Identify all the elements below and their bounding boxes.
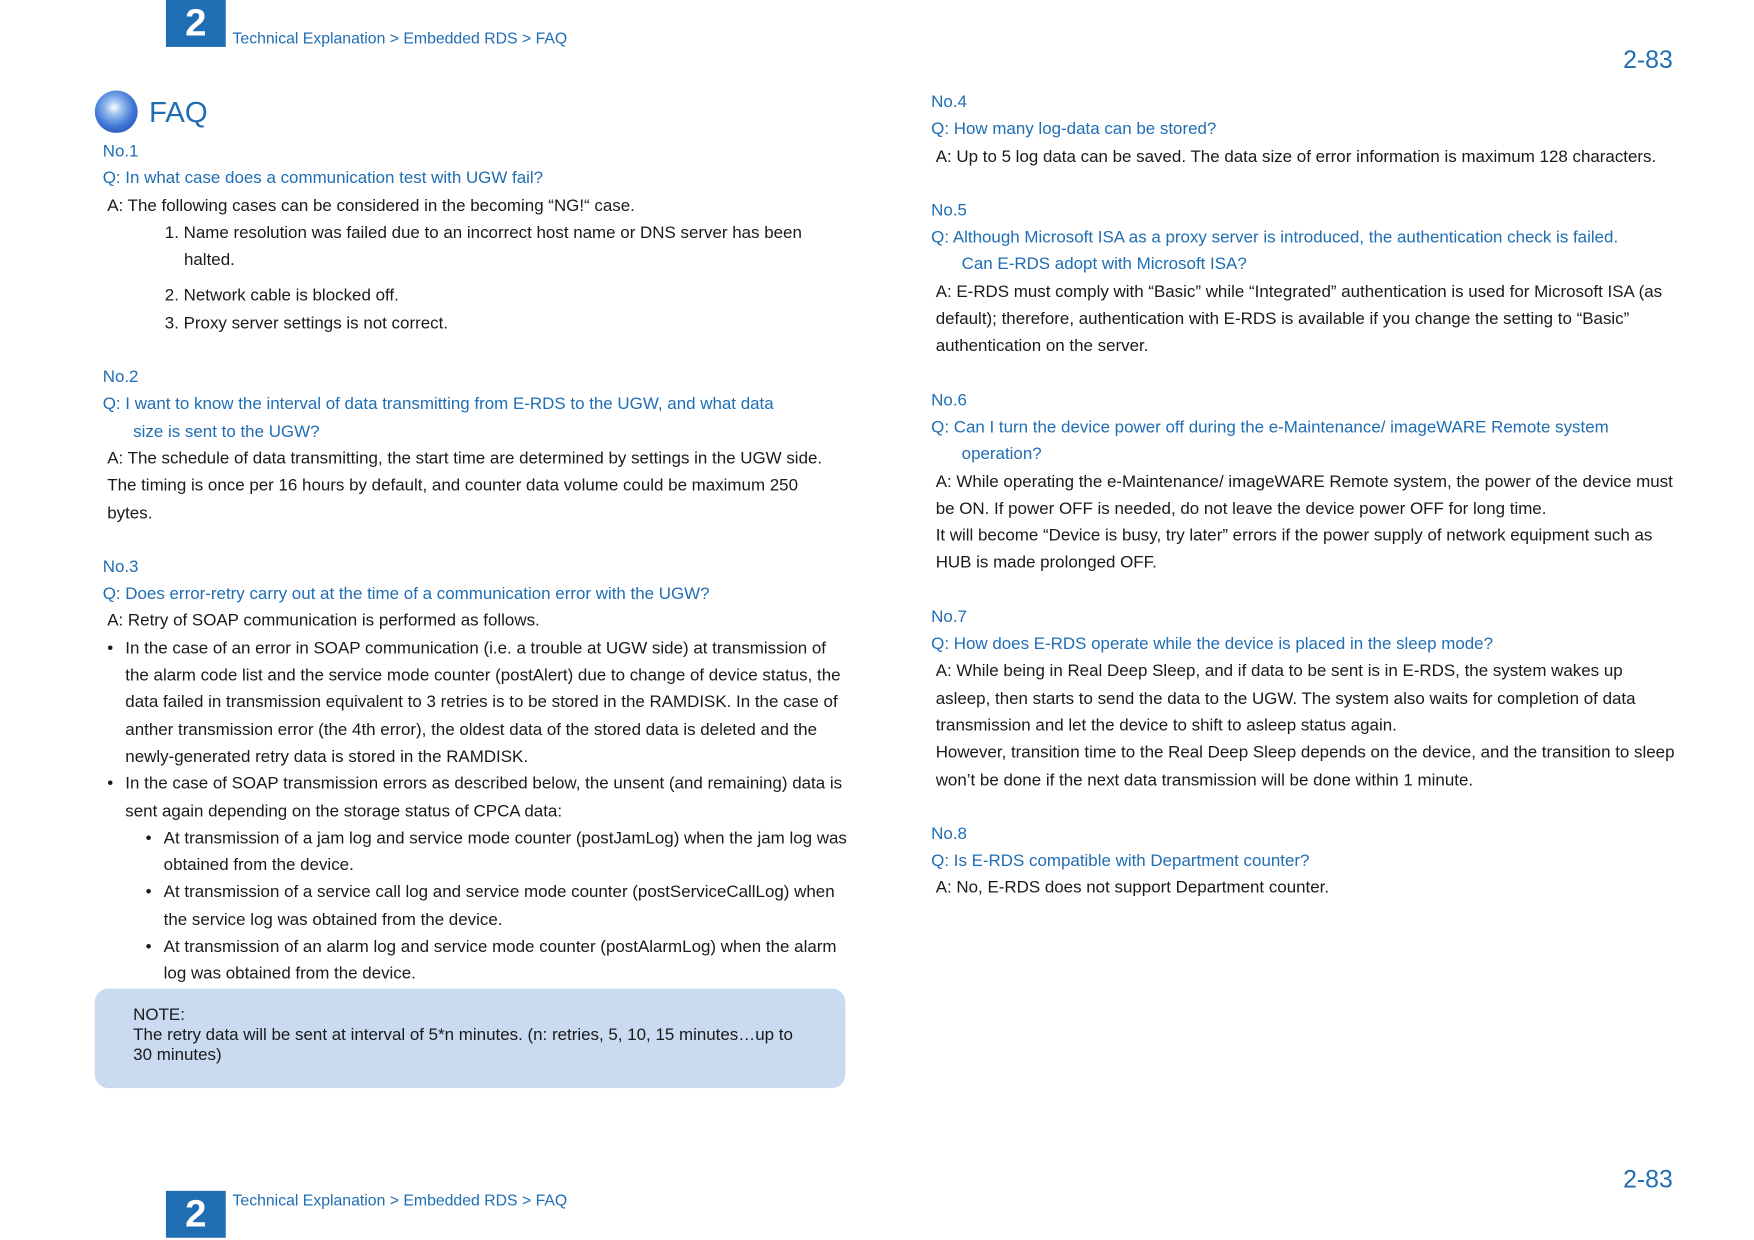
footer-page-number: 2-83 xyxy=(1623,1165,1673,1194)
list-item: • In the case of an error in SOAP communication (i.e. a trouble at UGW side) at transmission of the alarm code list and the service mode counter (postAlert) due to change of device status, the data failed in transmission equivalent to 3 retries is to be stored in the RAMDISK. In the case of anther transmission error (the 4th error), the oldest data of the stored data is deleted and the newly-generated retry data is stored in the RAMDISK. xyxy=(125,635,847,771)
list-item: • In the case of SOAP transmission errors as described below, the unsent (and remaining) data is sent again depending on the storage status of CPCA data: xyxy=(125,771,847,825)
faq-answer: It will become “Device is busy, try later” errors if the power supply of network equipment such as HUB is made prolonged OFF. xyxy=(935,526,1653,573)
page-number: 2-83 xyxy=(1623,45,1673,74)
faq-question: Q: Is E-RDS compatible with Department counter? xyxy=(931,851,1310,871)
numbered-list xyxy=(103,220,848,338)
faq-answer: A: No, E-RDS does not support Department counter. xyxy=(935,878,1330,898)
faq-no4 xyxy=(931,89,1682,170)
faq-no6 xyxy=(931,387,1682,577)
faq-answer: A: The schedule of data transmitting, the start time are determined by settings in the UGW side. The timing is once per 16 hours by default, and counter data volume could be maximum 250 bytes. xyxy=(107,449,823,523)
chapter-badge: 2 xyxy=(166,0,226,47)
faq-answer: A: The following cases can be considered in the becoming “NG!“ case. xyxy=(107,196,635,216)
list-item: 2. Network cable is blocked off. xyxy=(164,286,399,306)
bullet-list xyxy=(103,635,848,825)
faq-question: Q: In what case does a communication test with UGW fail? xyxy=(102,169,544,189)
faq-number: No.8 xyxy=(931,824,967,844)
note-box xyxy=(95,989,846,1088)
breadcrumb[interactable]: Technical Explanation > Embedded RDS > FAQ xyxy=(232,29,568,47)
right-column xyxy=(931,89,1682,902)
faq-no2 xyxy=(103,364,848,527)
faq-number: No.7 xyxy=(931,607,967,627)
faq-question-cont: Can E-RDS adopt with Microsoft ISA? xyxy=(961,255,1247,275)
faq-question-cont: operation? xyxy=(961,444,1042,464)
faq-question: Q: Can I turn the device power off during the e-Maintenance/ imageWARE Remote system xyxy=(931,417,1609,437)
faq-number: No.3 xyxy=(102,557,139,577)
bullet-sphere-icon xyxy=(95,90,138,132)
note-text: The retry data will be sent at interval of 5*n minutes. (n: retries, 5, 10, 15 minutes…up to 30 minutes) xyxy=(133,1025,793,1065)
faq-answer: However, transition time to the Real Deep Sleep depends on the device, and the transition to sleep won’t be done if the next data transmission will be done within 1 minute. xyxy=(935,743,1675,790)
faq-question: Q: How does E-RDS operate while the device is placed in the sleep mode? xyxy=(931,634,1494,654)
list-item: • At transmission of a service call log and service mode counter (postServiceCallLog) when the service log was obtained from the device. xyxy=(164,880,848,934)
faq-no3 xyxy=(103,554,848,988)
left-column xyxy=(103,139,848,989)
faq-number: No.1 xyxy=(102,141,139,161)
list-item: 1. Name resolution was failed due to an incorrect host name or DNS server has been halted. xyxy=(164,223,802,270)
footer-chapter-badge: 2 xyxy=(166,1191,226,1238)
faq-answer: A: Up to 5 log data can be saved. The data size of error information is maximum 128 characters. xyxy=(935,147,1657,166)
faq-question: Q: Although Microsoft ISA as a proxy server is introduced, the authentication check is failed. xyxy=(931,228,1619,248)
sub-bullet-list xyxy=(103,825,848,988)
faq-no5 xyxy=(931,198,1682,361)
faq-answer: A: E-RDS must comply with “Basic” while “Integrated” authentication is used for Microsoft ISA (as default); therefore, authentication with E-RDS is available if you change the setting to “Basic” authentication on the server. xyxy=(935,282,1663,356)
faq-question: Q: Does error-retry carry out at the time of a communication error with the UGW? xyxy=(102,584,710,604)
faq-no1 xyxy=(103,139,848,338)
list-item: • At transmission of an alarm log and service mode counter (postAlarmLog) when the alarm log was obtained from the device. xyxy=(164,934,848,988)
faq-answer: A: While operating the e-Maintenance/ imageWARE Remote system, the power of the device must be ON. If power OFF is needed, do not leave the device power OFF for long time. xyxy=(935,472,1673,519)
faq-question-cont: size is sent to the UGW? xyxy=(133,421,320,441)
faq-number: No.5 xyxy=(931,200,967,220)
faq-question: Q: How many log-data can be stored? xyxy=(931,119,1217,139)
list-item: • At transmission of a jam log and service mode counter (postJamLog) when the jam log was obtained from the device. xyxy=(164,825,848,879)
list-item: 3. Proxy server settings is not correct. xyxy=(164,313,449,333)
faq-number: No.4 xyxy=(931,92,967,112)
footer-breadcrumb[interactable]: Technical Explanation > Embedded RDS > FAQ xyxy=(232,1190,568,1209)
faq-number: No.2 xyxy=(102,367,139,387)
faq-answer: A: While being in Real Deep Sleep, and if data to be sent is in E-RDS, the system wakes up asleep, then starts to send the data to the UGW. The system also waits for completion of data transmission and let the device to shift to asleep status again. xyxy=(935,661,1636,735)
faq-number: No.6 xyxy=(931,390,967,410)
faq-question: Q: I want to know the interval of data transmitting from E-RDS to the UGW, and what data xyxy=(102,394,774,414)
faq-no7 xyxy=(931,604,1682,794)
faq-no8 xyxy=(931,821,1682,902)
page-title: FAQ xyxy=(148,94,208,128)
section-title xyxy=(95,90,208,132)
faq-answer: A: Retry of SOAP communication is performed as follows. xyxy=(107,611,540,631)
note-label: NOTE: xyxy=(133,1005,185,1025)
